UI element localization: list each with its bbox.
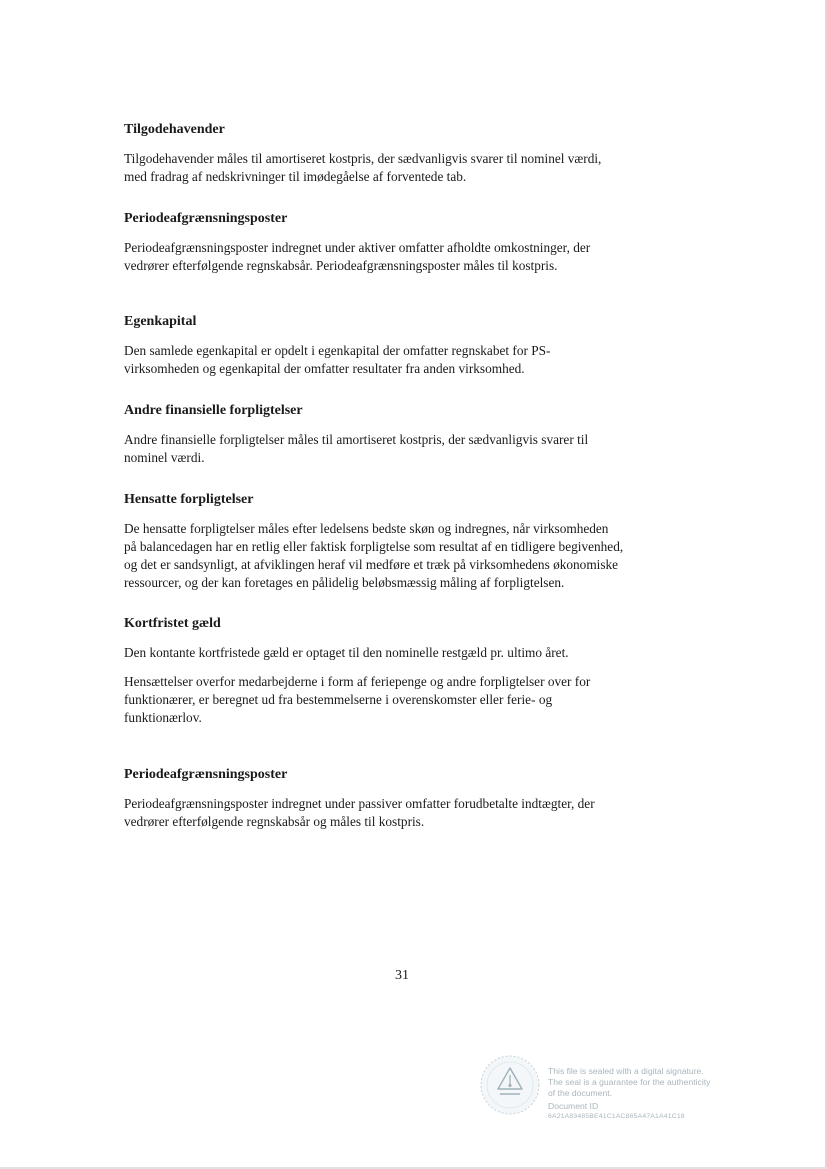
section-paragraph bbox=[124, 431, 704, 467]
text-line: og det er sandsynligt, at afviklingen heraf vil medføre et træk på virksomhedens økonomiske bbox=[124, 557, 619, 572]
section-kortfristet-gaeld bbox=[124, 615, 704, 727]
section-heading: Tilgodehavender bbox=[124, 122, 225, 137]
text-line: funktionærlov. bbox=[124, 710, 202, 725]
text-line: Hensættelser overfor medarbejderne i form af feriepenge og andre forpligtelser over for bbox=[124, 674, 591, 689]
section-heading: Kortfristet gæld bbox=[124, 616, 221, 631]
text-line: nominel værdi. bbox=[124, 450, 205, 465]
text-line: Periodeafgrænsningsposter indregnet under aktiver omfatter afholdte omkostninger, der bbox=[124, 240, 591, 255]
page-number: 31 bbox=[395, 968, 409, 983]
section-paragraph bbox=[124, 520, 704, 592]
seal-id-label: Document ID bbox=[548, 1101, 599, 1111]
text-line: Tilgodehavender måles til amortiseret kostpris, der sædvanligvis svarer til nominel værdi, bbox=[124, 151, 602, 166]
section-paragraph bbox=[124, 644, 704, 662]
seal-line: This file is sealed with a digital signature. bbox=[548, 1066, 704, 1076]
text-line: Andre finansielle forpligtelser måles til amortiseret kostpris, der sædvanligvis svarer til bbox=[124, 432, 589, 447]
section-periodeafgraensningsposter-passiver bbox=[124, 766, 704, 831]
section-egenkapital bbox=[124, 313, 704, 378]
section-paragraph bbox=[124, 342, 704, 378]
text-line: vedrører efterfølgende regnskabsår og måles til kostpris. bbox=[124, 814, 425, 829]
section-heading: Periodeafgrænsningsposter bbox=[124, 767, 288, 782]
section-hensatte-forpligtelser bbox=[124, 491, 704, 592]
seal-id-value: 6A21A83485BE41C1AC865A47A1A41C18 bbox=[548, 1113, 685, 1120]
text-line: Den kontante kortfristede gæld er optaget til den nominelle restgæld pr. ultimo året. bbox=[124, 645, 569, 660]
text-line: Periodeafgrænsningsposter indregnet under passiver omfatter forudbetalte indtægter, der bbox=[124, 796, 595, 811]
text-line: på balancedagen har en retlig eller faktisk forpligtelse som resultat af en tidligere begivenhed, bbox=[124, 539, 624, 554]
section-heading: Hensatte forpligtelser bbox=[124, 492, 254, 507]
section-heading: Andre finansielle forpligtelser bbox=[124, 403, 303, 418]
section-periodeafgraensningsposter-aktiver bbox=[124, 210, 704, 275]
seal-line: of the document. bbox=[548, 1088, 613, 1098]
text-line: De hensatte forpligtelser måles efter ledelsens bedste skøn og indregnes, når virksomheden bbox=[124, 521, 609, 536]
text-line: vedrører efterfølgende regnskabsår. Periodeafgrænsningsposter måles til kostpris. bbox=[124, 258, 558, 273]
text-line: funktionærer, er beregnet ud fra bestemmelserne i overenskomster eller ferie- og bbox=[124, 692, 553, 707]
section-paragraph bbox=[124, 673, 704, 727]
text-line: med fradrag af nedskrivninger til imødegåelse af forventede tab. bbox=[124, 169, 467, 184]
seal-text-block bbox=[548, 1066, 778, 1121]
section-paragraph bbox=[124, 150, 704, 186]
seal-line: The seal is a guarantee for the authenticity bbox=[548, 1077, 711, 1087]
section-heading: Periodeafgrænsningsposter bbox=[124, 211, 288, 226]
section-paragraph bbox=[124, 795, 704, 831]
text-line: Den samlede egenkapital er opdelt i egenkapital der omfatter regnskabet for PS- bbox=[124, 343, 551, 358]
section-tilgodehavender bbox=[124, 121, 704, 186]
section-heading: Egenkapital bbox=[124, 314, 197, 329]
text-line: ressourcer, og der kan foretages en pålidelig beløbsmæssig måling af forpligtelsen. bbox=[124, 575, 565, 590]
text-line: virksomheden og egenkapital der omfatter resultater fra anden virksomhed. bbox=[124, 361, 525, 376]
section-andre-finansielle-forpligtelser bbox=[124, 402, 704, 467]
section-paragraph bbox=[124, 239, 704, 275]
pen-nib-seal-icon bbox=[478, 1053, 542, 1117]
